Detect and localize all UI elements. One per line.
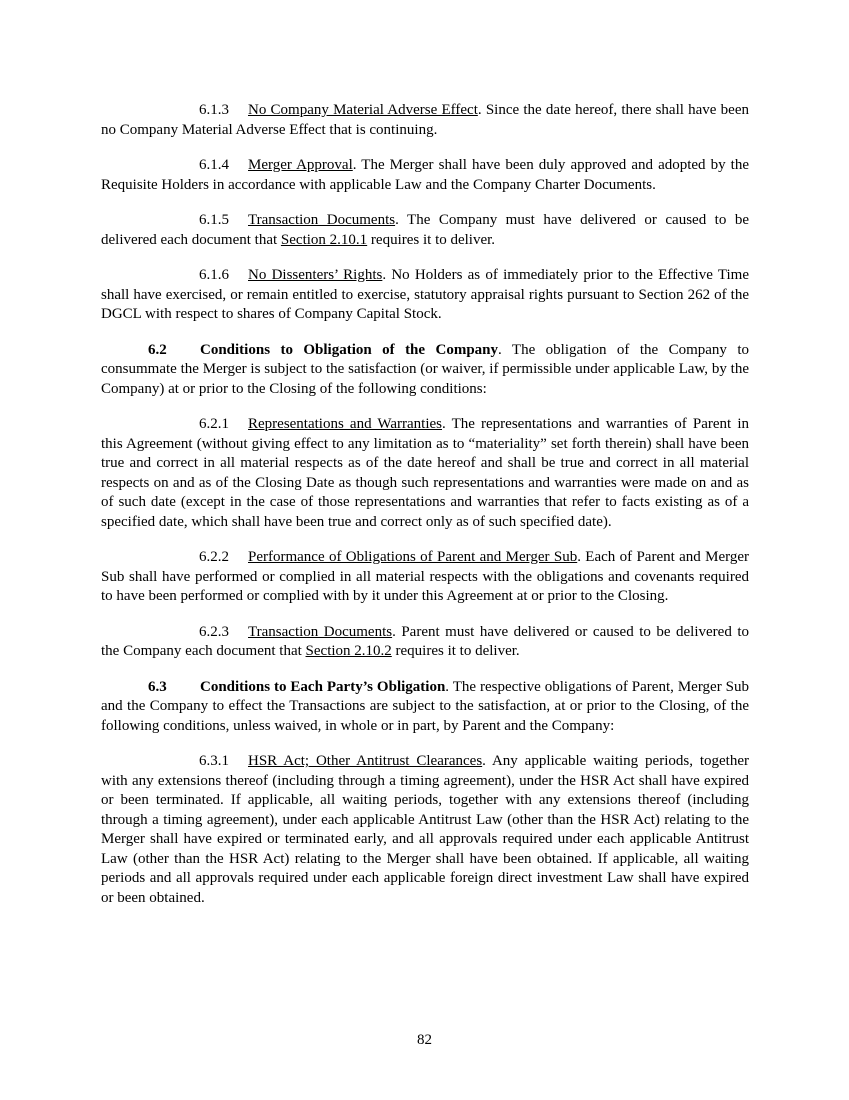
section-reference: Section 2.10.1 — [280, 231, 368, 248]
section-title: No Dissenters’ Rights — [248, 267, 383, 283]
section-title: Performance of Obligations of Parent and Merger Sub — [248, 549, 578, 565]
section-text: . The Company must have delivered or caused to be delivered each document that — [101, 212, 749, 248]
paragraph-6-2-1 — [101, 415, 749, 532]
paragraph-6-1-6 — [101, 266, 749, 325]
section-number: 6.3.1 — [199, 753, 229, 769]
paragraph-6-1-3 — [101, 101, 749, 140]
section-title: Merger Approval — [248, 157, 353, 173]
section-text: . Parent must have delivered or caused to be delivered to the Company each document that — [101, 623, 749, 659]
section-text-end: requires it to deliver. — [367, 231, 496, 248]
section-text: . No Holders as of immediately prior to the Effective Time shall have exercised, or remain entitled to exercise, statutory appraisal rights pursuant to Section 262 of the DGCL with respect to shares of Company Capital Stock. — [101, 267, 749, 322]
section-number: 6.1.3 — [199, 102, 229, 118]
section-title: No Company Material Adverse Effect — [248, 102, 478, 118]
page-number: 82 — [417, 1032, 432, 1048]
section-title: HSR Act; Other Antitrust Clearances — [248, 753, 483, 769]
section-title: Conditions to Obligation of the Company — [200, 341, 498, 358]
paragraph-6-3 — [101, 678, 749, 737]
section-title: Representations and Warranties — [248, 416, 443, 432]
section-number: 6.2.3 — [199, 623, 229, 640]
section-reference: Section 2.10.2 — [305, 643, 392, 659]
section-title: Transaction Documents — [248, 623, 393, 640]
section-text: . Each of Parent and Merger Sub shall have performed or complied in all material respects with the obligations and covenants required to have been performed or complied with by it under this Agreement at or prior to the Closing. — [101, 549, 750, 604]
section-text: . The obligation of the Company to consummate the Merger is subject to the satisfaction (or waiver, if permissible under applicable Law, by the Company) at or prior to the Closing of the following conditions: — [101, 341, 749, 397]
section-number: 6.2.1 — [199, 416, 229, 432]
section-number: 6.2 — [148, 341, 167, 358]
section-text: . The respective obligations of Parent, Merger Sub and the Company to effect the Transactions are subject to the satisfaction, at or prior to the Closing, of the following conditions, unless waived, in whole or in part, by Parent and the Company: — [101, 678, 749, 734]
section-text-end: requires it to deliver. — [391, 643, 520, 659]
section-number: 6.3 — [148, 678, 167, 695]
section-number: 6.1.5 — [199, 212, 229, 228]
paragraph-6-1-4 — [101, 156, 749, 195]
section-text: . The Merger shall have been duly approved and adopted by the Requisite Holders in accordance with applicable Law and the Company Charter Documents. — [101, 157, 750, 193]
section-text: . The representations and warranties of Parent in this Agreement (without giving effect to any limitation as to “materiality” set forth therein) shall have been true and correct in all material respects as of the date hereof and shall be true and correct in all material respects on and as of the Closing Date as though such representations and warranties were made on and as of such date (except in the case of those representations and warranties that refer to facts existing as of a specified date, which shall have been true and correct only as of such specified date). — [101, 416, 749, 530]
section-title: Conditions to Each Party’s Obligation — [200, 678, 446, 695]
paragraph-6-1-5 — [101, 211, 749, 250]
section-number: 6.2.2 — [199, 549, 229, 565]
section-text: . Since the date hereof, there shall have been no Company Material Adverse Effect that is continuing. — [101, 102, 749, 138]
paragraph-6-2-2 — [101, 548, 749, 607]
section-title: Transaction Documents — [248, 212, 396, 228]
section-number: 6.1.6 — [199, 267, 229, 283]
document-body — [101, 101, 749, 924]
paragraph-6-2-3 — [101, 623, 749, 662]
paragraph-6-3-1 — [101, 752, 749, 908]
section-number: 6.1.4 — [199, 157, 229, 173]
paragraph-6-2 — [101, 341, 749, 400]
section-text: . Any applicable waiting periods, together with any extensions thereof (including through a timing agreement), under the HSR Act shall have expired or been terminated. If applicable, all waiting periods, together with any extensions thereof (including through a timing agreement), under each applicable Antitrust Law (other than the HSR Act) relating to the Merger shall have expired or terminated early, and all approvals required under each applicable Antitrust Law (other than the HSR Act) relating to the Merger shall have been obtained. If applicable, all waiting periods and all approvals required under each applicable foreign direct investment Law shall have expired or been obtained. — [101, 753, 749, 906]
